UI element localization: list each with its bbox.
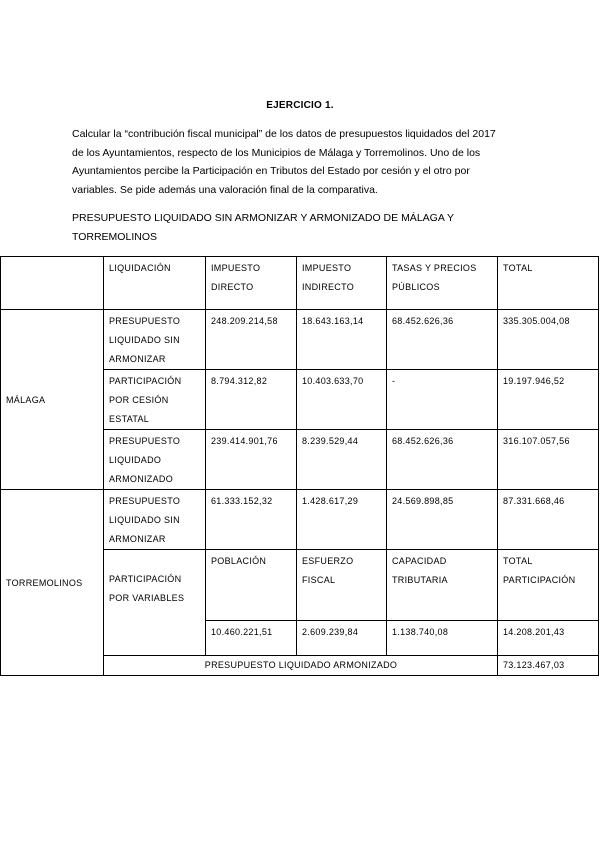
variables-header-capacidad [387, 550, 498, 621]
header-tasas [387, 257, 498, 310]
value-cell: 239.414.901,76 [206, 430, 297, 490]
value-cell: 10.460.221,51 [206, 621, 297, 656]
header-text: IMPUESTO [302, 263, 352, 273]
header-text: TOTAL [503, 556, 533, 566]
concept-text: ESTATAL [109, 414, 150, 424]
header-text: INDIRECTO [302, 282, 355, 292]
value-cell: 8.239.529,44 [297, 430, 387, 490]
header-total: TOTAL [498, 257, 599, 310]
municipality-malaga: MÁLAGA [1, 310, 104, 490]
concept-cell [104, 370, 206, 430]
concept-text: PRESUPUESTO [109, 436, 181, 446]
header-impuesto-indirecto [297, 257, 387, 310]
concept-text: ARMONIZADO [109, 474, 174, 484]
municipality-torremolinos: TORREMOLINOS [1, 490, 104, 676]
exercise-title: EJERCICIO 1. [266, 100, 334, 111]
concept-cell [104, 310, 206, 370]
budget-table [0, 256, 599, 676]
value-cell: 335.305.004,08 [498, 310, 599, 370]
concept-text: POR VARIABLES [109, 592, 185, 603]
concept-text: ARMONIZAR [109, 534, 166, 544]
concept-text: LIQUIDADO SIN [109, 515, 180, 525]
table-title-line: TORREMOLINOS [72, 230, 157, 243]
variables-header-total [498, 550, 599, 621]
value-cell: 68.452.626,36 [387, 430, 498, 490]
concept-text: PARTICIPACIÓN [109, 573, 182, 584]
header-text: PÚBLICOS [392, 282, 440, 292]
value-cell: 61.333.152,32 [206, 490, 297, 550]
value-cell: 87.331.668,46 [498, 490, 599, 550]
table-title-line: PRESUPUESTO LIQUIDADO SIN ARMONIZAR Y ARMONIZADO DE MÁLAGA Y [72, 212, 454, 224]
concept-cell [104, 550, 206, 656]
concept-text: POR CESIÓN [109, 395, 169, 405]
variables-header-esfuerzo [297, 550, 387, 621]
value-cell: 18.643.163,14 [297, 310, 387, 370]
statement-line: Calcular la “contribución fiscal municipal” de los datos de presupuestos liquidados del 2017 [72, 128, 496, 140]
table-title [72, 209, 542, 246]
value-cell: 14.208.201,43 [498, 621, 599, 656]
value-cell: 2.609.239,84 [297, 621, 387, 656]
statement-line: variables. Se pide además una valoración final de la comparativa. [72, 183, 378, 196]
value-cell: 24.569.898,85 [387, 490, 498, 550]
header-empty-cell [1, 257, 104, 310]
armonizado-label: PRESUPUESTO LIQUIDADO ARMONIZADO [104, 656, 498, 676]
value-cell: 1.138.740,08 [387, 621, 498, 656]
header-text: TRIBUTARIA [392, 575, 448, 585]
value-cell: - [387, 370, 498, 430]
concept-text: LIQUIDADO SIN [109, 335, 180, 345]
value-cell: 248.209.214,58 [206, 310, 297, 370]
value-cell: 19.197.946,52 [498, 370, 599, 430]
statement-line: de los Ayuntamientos, respecto de los Municipios de Málaga y Torremolinos. Uno de los [72, 146, 481, 159]
value-cell: 68.452.626,36 [387, 310, 498, 370]
value-cell: 316.107.057,56 [498, 430, 599, 490]
header-impuesto-directo [206, 257, 297, 310]
header-liquidacion: LIQUIDACIÓN [104, 257, 206, 310]
table-row [1, 310, 599, 370]
value-cell: 8.794.312,82 [206, 370, 297, 430]
table-header-row [1, 257, 599, 310]
concept-text: PRESUPUESTO [109, 316, 181, 326]
concept-cell [104, 490, 206, 550]
armonizado-total: 73.123.467,03 [498, 656, 599, 676]
value-cell: 10.403.633,70 [297, 370, 387, 430]
concept-text: LIQUIDADO [109, 455, 162, 465]
table-row [1, 490, 599, 550]
header-text: ESFUERZO [302, 556, 354, 566]
header-text: PARTICIPACIÓN [503, 575, 576, 585]
variables-header-poblacion: POBLACIÓN [206, 550, 297, 621]
header-text: IMPUESTO [211, 263, 261, 273]
header-text: DIRECTO [211, 282, 254, 292]
concept-text: PRESUPUESTO [109, 496, 181, 506]
header-text: CAPACIDAD [392, 556, 447, 566]
value-cell: 1.428.617,29 [297, 490, 387, 550]
exercise-statement [72, 125, 542, 199]
concept-cell [104, 430, 206, 490]
statement-line: Ayuntamientos percibe la Participación en Tributos del Estado por cesión y el otro por [72, 165, 470, 177]
header-text: FISCAL [302, 575, 336, 585]
concept-text: ARMONIZAR [109, 354, 166, 364]
concept-text: PARTICIPACIÓN [109, 376, 182, 386]
header-text: TASAS Y PRECIOS [392, 263, 477, 273]
